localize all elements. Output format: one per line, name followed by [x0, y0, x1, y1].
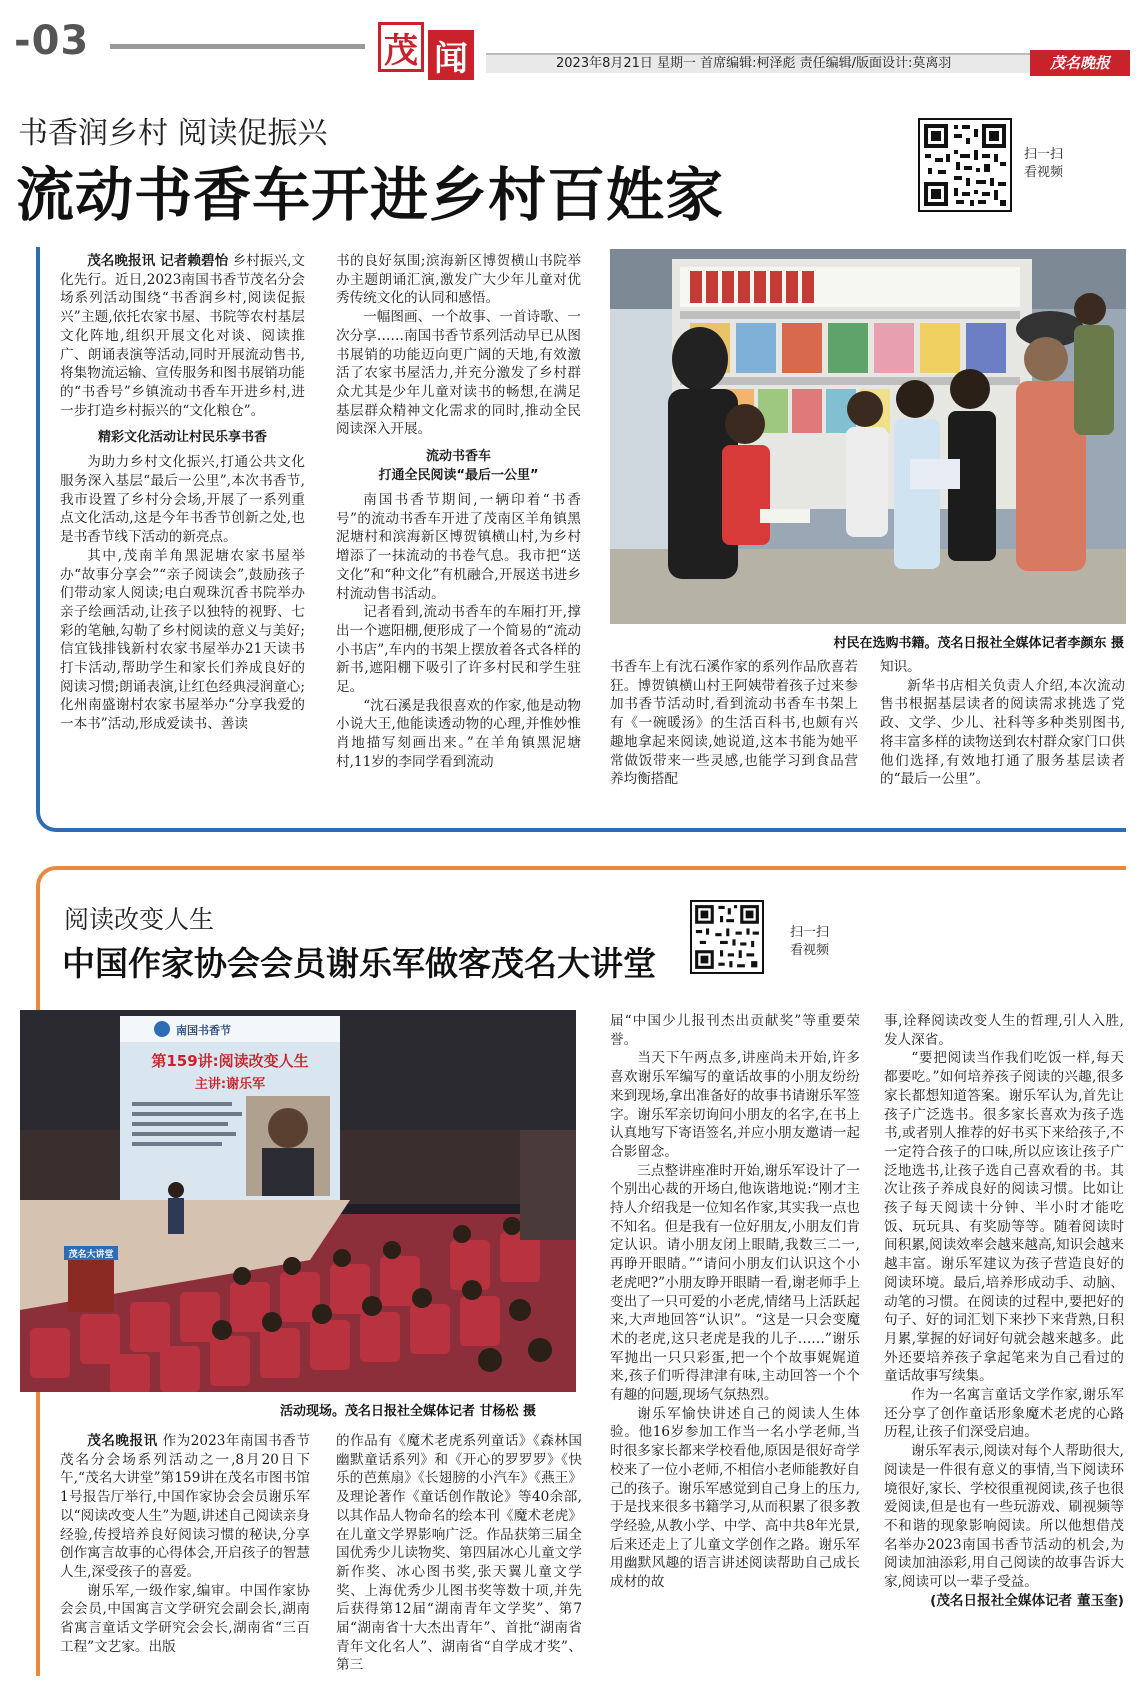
story1-subhead-2a: 流动书香车	[425, 449, 491, 465]
story1-photo-caption: 村民在选购书籍。茂名日报社全媒体记者李颜东 摄	[833, 636, 1124, 651]
story2-paragraph: 作为一名寓言童话文学作家,谢乐军还分享了创作童话形象魔术老虎的心路历程,让孩子们深受启迪。	[884, 1387, 1124, 1441]
story2-paragraph: 三点整讲座准时开始,谢乐军设计了一个别出心裁的开场白,他诙谐地说:“刚才主持人介绍我是一位知名作家,其实我一点也不知名。但是我有一位好朋友,小朋友们肯定认识。请小朋友闭上眼睛,我数三二一,再睁开眼睛。”“请问小朋友们认识这个小老虎吧?”小朋友睁开眼睛一看,谢老师手上变出了一只可爱的小老虎,情绪马上活跃起来,大声地回答“认识”。“这是一只会变魔术的老虎,这只老虎是我的儿子……”谢乐军抛出一只只彩蛋,把一个个故事娓娓道来,孩子们听得津津有味,主动回答一个个有趣的问题,现场气氛热烈。	[610, 1162, 860, 1404]
screen-title-text: 第159讲:阅读改变人生	[151, 1052, 309, 1070]
story2-signoff: (茂名日报社全媒体记者 董玉奎)	[930, 1592, 1124, 1609]
story2-photo-lecture	[20, 1010, 576, 1392]
section-badge	[378, 22, 474, 80]
qr-scan-label: 扫一扫	[1024, 147, 1064, 162]
story1-paragraph: 书香车上有沈石溪作家的系列作品欣喜若狂。博贺镇横山村王阿姨带着孩子过来参加书香节活动时,看到流动书香车书架上有《一碗暖汤》的生活百科书,也颇有兴趣地拿起来阅读,她说道,这本书能为她平常做饭带来一些灵感,也能学习到食品营养均衡搭配	[610, 659, 858, 788]
story2-column-2	[336, 1432, 582, 1675]
header-rule	[110, 44, 365, 49]
story2-paragraph: 当天下午两点多,讲座尚未开始,许多喜欢谢乐军编写的童话故事的小朋友纷纷来到现场,拿出准备好的故事书请谢乐军签字。谢乐军亲切询问小朋友的名字,在书上认真地写下寄语签名,并应小朋友邀请一起合影留念。	[610, 1050, 860, 1160]
story2-byline: 茂名晚报讯	[87, 1433, 158, 1449]
story2-headline: 中国作家协会会员谢乐军做客茂名大讲堂	[62, 944, 656, 983]
lecture-hall-scene	[20, 1010, 576, 1392]
masthead-logo: 茂名晚报	[1030, 50, 1130, 76]
qr-pattern	[920, 120, 1010, 210]
story1-subhead-2b: 打通全民阅读“最后一公里”	[378, 468, 539, 484]
edition-info-bar: 2023年8月21日 星期一 首席编辑:柯泽彪 责任编辑/版面设计:莫离羽	[486, 53, 1126, 73]
story2-column-4	[884, 1012, 1124, 1611]
story1-paragraph: 其中,茂南羊角黑泥塘农家书屋举办“故事分享会”“亲子阅读会”,鼓励孩子们带动家人阅读;电白观珠沉香书院举办亲子绘画活动,让孩子以独特的视野、七彩的笔触,勾勒了乡村阅读的意义与美好;信宜钱排钱新村农家书屋举办21天读书打卡活动,帮助学生和家长们养成良好的阅读习惯;朗诵表演,让红色经典浸润童心;化州南盛谢村农家书屋举办“分享我爱的一本书”活动,形成爱读书、善读	[60, 547, 305, 733]
story1-lead: 乡村振兴,文化先行。近日,2023南国书香节茂名分会场系列活动围绕“书香润乡村,阅读促振兴”主题,依托农家书屋、书院等农村基层文化阵地,组织开展文化对谈、阅读推广、朗诵表演等活动,同时开展流动售书,将集物流运输、宣传服务和图书展销功能的“书香号”乡镇流动书香车开进乡村,进一步打造乡村振兴的“文化粮仓”。	[60, 253, 306, 419]
screen-logo-icon	[154, 1021, 170, 1037]
story1-column-1	[60, 252, 305, 734]
story2-qr-label	[790, 924, 829, 960]
qr-code-icon[interactable]	[918, 118, 1012, 212]
story2-column-1	[60, 1432, 310, 1656]
story2-kicker: 阅读改变人生	[64, 905, 215, 934]
qr-watch-label: 看视频	[790, 943, 830, 958]
story1-kicker: 书香润乡村 阅读促振兴	[18, 116, 328, 151]
story2-paragraph: “要把阅读当作我们吃饭一样,每天都要吃。”如何培养孩子阅读的兴趣,很多家长都想知道答案。谢乐军认为,首先让孩子广泛选书。很多家长喜欢为孩子选书,或者别人推荐的好书买下来给孩子,不一定符合孩子的口味,所以应该让孩子广泛地选书,让孩子选自己喜欢看的书。其次让孩子养成良好的阅读习惯。比如让孩子每天阅读十分钟、半小时才能吃饭、玩玩具、有奖励等等。随着阅读时间积累,阅读效率会越来越高,知识会越来越丰富。谢乐军建议为孩子营造良好的阅读环境。最后,培养形成动手、动脑、动笔的习惯。在阅读的过程中,要把好的句子、好的词汇划下来抄下来背熟,日积月累,掌握的好词好句就会越来越多。此外还要培养孩子拿起笔来为自己看过的童话故事写续集。	[884, 1050, 1124, 1385]
story2-column-3	[610, 1012, 860, 1592]
podium-label: 茂名大讲堂	[68, 1250, 114, 1260]
story1-paragraph: 南国书香节期间,一辆印着“书香号”的流动书香车开进了茂南区羊角镇黑泥塘村和滨海新区博贺镇横山村,为乡村增添了一抹流动的书卷气息。我市把“送文化”和“种文化”有机融合,开展送书进乡村流动售书活动。	[336, 492, 581, 602]
story1-paragraph: 一幅图画、一个故事、一首诗歌、一次分享……南国书香节系列活动早已从图书展销的功能迈向更广阔的天地,有效激活了农家书屋活力,并充分激发了乡村群众尤其是少年儿童对读书的畅想,在满足基层群众精神文化需求的同时,推动全民阅读深入开展。	[336, 309, 581, 438]
story1-photo-bookmobile	[610, 249, 1126, 624]
story1-column-3	[610, 658, 858, 789]
story1-column-4	[880, 658, 1125, 789]
story2-photo-caption: 活动现场。茂名日报社全媒体记者 甘杨松 摄	[280, 1404, 537, 1419]
qr-watch-label: 看视频	[1024, 165, 1064, 180]
qr-scan-label: 扫一扫	[790, 925, 830, 940]
story2-paragraph: 谢乐军,一级作家,编审。中国作家协会会员,中国寓言文学研究会副会长,湖南省寓言童话文学研究会会长,湖南省“三百工程”文艺家。出版	[60, 1582, 310, 1655]
story1-paragraph: 书的良好氛围;滨海新区博贺横山书院举办主题朗诵汇演,激发广大少年儿童对优秀传统文化的认同和感悟。	[336, 253, 581, 307]
story1-subhead-2	[336, 447, 581, 485]
story2-paragraph: 谢乐军愉快讲述自己的阅读人生体验。他16岁参加工作当一名小学老师,当时很多家长都来学校看他,原因是很好奇学校来了一位小老师,不相信小老师能教好自己的孩子。谢乐军感觉到自己身上的压力,于是找来很多书籍学习,从而积累了很多教学经验,从教小学、中学、高中共8年光景,后来还走上了儿童文学创作之路。谢乐军用幽默风趣的语言讲述阅读帮助自己成长成材的故	[610, 1405, 860, 1591]
qr-code-icon[interactable]	[690, 900, 764, 974]
story2-lead: 作为2023年南国书香节茂名分会场系列活动之一,8月20日下午,“茂名大讲堂”第159讲在茂名市图书馆1号报告厅举行,中国作家协会会员谢乐军以“阅读改变人生”为题,讲述自己阅读亲身经验,传授培养良好阅读习惯的秘诀,分享创作寓言故事的心得体会,开启孩子的智慧人生,深受孩子的喜爱。	[60, 1433, 310, 1580]
story2-paragraph: 届“中国少儿报刊杰出贡献奖”等重要荣誉。	[610, 1013, 860, 1048]
section-char-1: 茂	[378, 22, 424, 72]
story1-headline: 流动书香车开进乡村百姓家	[16, 161, 725, 229]
story1-subhead-1: 精彩文化活动让村民乐享书香	[97, 430, 267, 446]
screen-speaker-text: 主讲:谢乐军	[194, 1077, 266, 1092]
story2-paragraph: 事,诠释阅读改变人生的哲理,引人入胜,发人深省。	[884, 1013, 1124, 1048]
bookmobile-scene	[610, 249, 1126, 624]
story1-paragraph: “沈石溪是我很喜欢的作家,他是动物小说大王,他能读透动物的心理,并惟妙惟肖地描写刻画出来。”在羊角镇黑泥塘村,11岁的李同学看到流动	[336, 697, 581, 770]
story2-paragraph: 的作品有《魔术老虎系列童话》《森林国幽默童话系列》和《开心的罗罗罗》《快乐的芭蕉扇》《长翅膀的小汽车》《燕王》及理论著作《童话创作散论》等40余部,以其作品人物命名的绘本刊《魔术老虎》在儿童文学界影响广泛。作品获第三届全国优秀少儿读物奖、第四届冰心儿童文学新作奖、冰心图书奖,张天翼儿童文学奖、上海优秀少儿图书奖等数十项,并先后获得第12届“湖南青年文学奖”、第7届“湖南省十大杰出青年”、首批“湖南省青年文化名人”、湖南省“自学成才奖”、第三	[336, 1433, 582, 1674]
story2-paragraph: 谢乐军表示,阅读对每个人帮助很大,阅读是一件很有意义的事情,当下阅读环境很好,家长、学校很重视阅读,孩子也很爱阅读,但是也有一些玩游戏、刷视频等不和谐的现象影响阅读。所以他想借茂名举办2023南国书香节活动的机会,为阅读加油添彩,用自己阅读的故事告诉大家,阅读可以一辈子受益。	[884, 1443, 1124, 1591]
screen-org-text: 南国书香节	[176, 1024, 231, 1037]
section-char-2: 闻	[428, 30, 474, 80]
page-number: -03	[14, 18, 90, 64]
story1-paragraph: 记者看到,流动书香车的车厢打开,撑出一个遮阳棚,便形成了一个简易的“流动小书店”,车内的书架上摆放着各式各样的新书,遮阳棚下吸引了许多村民和学生驻足。	[336, 604, 581, 696]
qr-pattern	[692, 902, 762, 972]
story1-column-2	[336, 252, 581, 772]
story1-paragraph: 新华书店相关负责人介绍,本次流动售书根据基层读者的阅读需求挑选了党政、文学、少儿、社科等多种类别图书,将丰富多样的读物送到农村群众家门口供他们选择,有效地打通了服务基层读者的“最后一公里”。	[880, 677, 1125, 788]
story1-byline: 茂名晚报讯 记者赖碧怡	[87, 253, 229, 269]
story1-qr-label	[1024, 146, 1063, 182]
story1-paragraph: 知识。	[880, 659, 921, 675]
story1-paragraph: 为助力乡村文化振兴,打通公共文化服务深入基层“最后一公里”,本次书香节,我市设置了乡村分会场,开展了一系列重点文化活动,这是今年书香节创新之处,也是书香节线下活动的新亮点。	[60, 454, 305, 546]
